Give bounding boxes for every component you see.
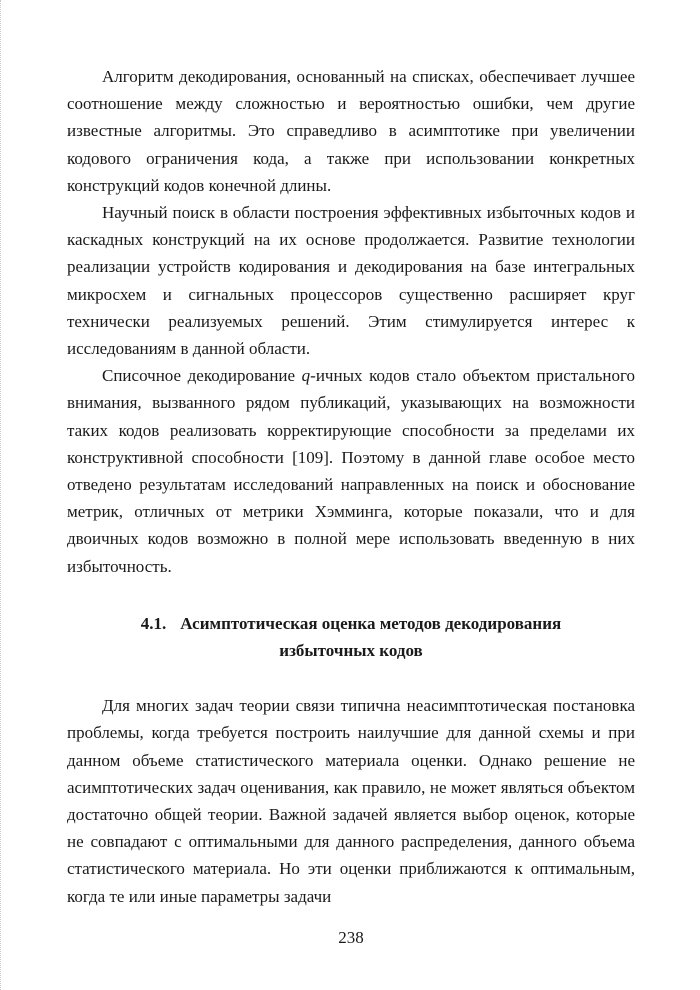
section-heading — [67, 610, 635, 664]
paragraph-1: Алгоритм декодирования, основанный на списках, обеспечивает лучшее соотношение между сложностью и вероятностью ошибки, чем другие известные алгоритмы. Это справедливо в асимптотике при увеличении кодового ограничения кода, а также при использовании конкретных конструкций кодов конечной длины. — [67, 67, 635, 195]
section-number: 4.1. — [140, 613, 167, 633]
page-number: 238 — [338, 928, 364, 947]
variable-q: q — [301, 366, 311, 386]
paragraph-4: Для многих задач теории связи типична неасимптотическая постановка проблемы, когда требуется построить наилучшие для данной схемы и при данном объеме статистического материала оценки. Однако решение не асимптотических задач оценивания, как правило, не может являться объектом достаточно общей теории. Важной задачей является выбор оценок, которые не совпадают с оптимальными для данного распределения, данного объема статистического материала. Но эти оценки приближаются к оптимальным, когда те или иные параметры задачи — [67, 696, 635, 906]
paragraph-3-rest: -ичных кодов стало объектом пристального внимания, вызванного рядом публикаций, указывающих на возможности таких кодов реализовать корректирующие способности за пределами их конструктивной способности [109]. Поэтому в данной главе особое место отведено результатам исследований направленных на поиск и обоснование метрик, отличных от метрики Хэмминга, которые показали, что и для двоичных кодов возможно в полной мере использовать введенную в них избыточность. — [67, 366, 635, 576]
section-heading-line-1 — [67, 610, 635, 637]
paragraph-2: Научный поиск в области построения эффективных избыточных кодов и каскадных конструкций на их основе продолжается. Развитие технологии реализации устройств кодирования и декодирования на базе интегральных микросхем и сигнальных процессоров существенно расширяет круг технически реализуемых решений. Этим стимулируется интерес к исследованиям в данной области. — [67, 203, 635, 359]
page-content — [67, 63, 635, 910]
paragraph-3 — [67, 362, 635, 580]
paragraph-3-start: Списочное декодирование — [102, 366, 302, 386]
section-title-line-1: Асимптотическая оценка методов декодирования — [180, 613, 562, 633]
section-title-line-2: избыточных кодов — [279, 641, 423, 661]
